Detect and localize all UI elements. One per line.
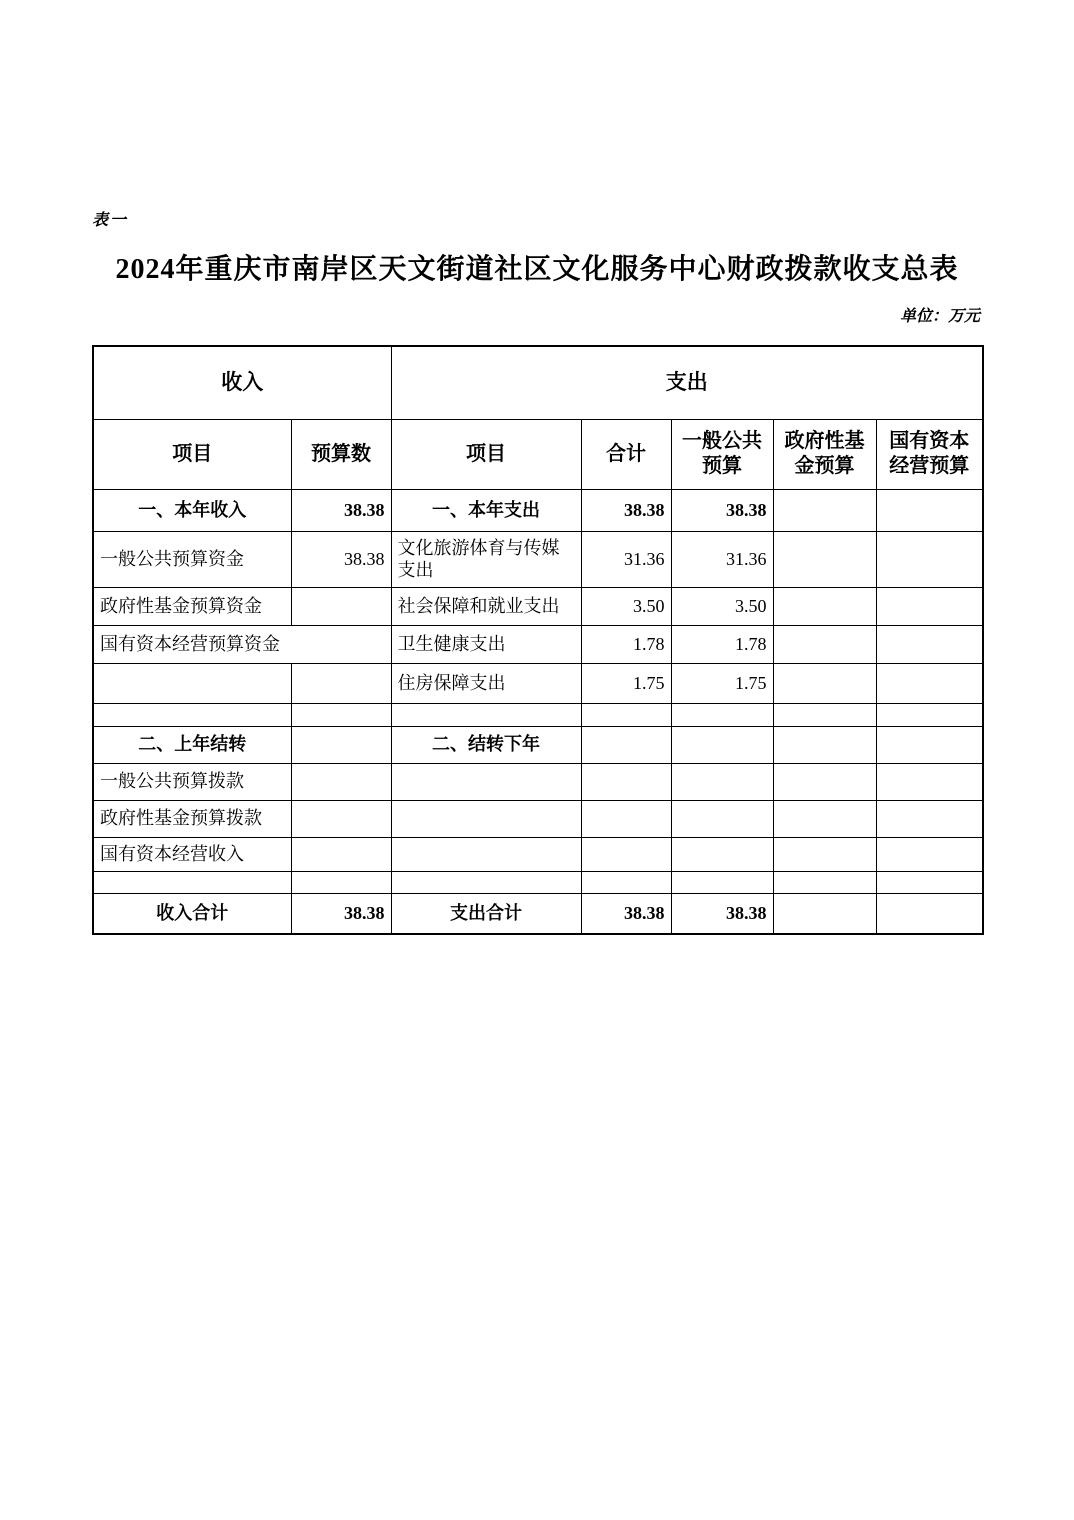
table-row xyxy=(93,531,983,587)
cell-expense-state-capital-total xyxy=(876,893,983,934)
col-header-expense-item: 项目 xyxy=(391,419,581,489)
cell-income-budget xyxy=(291,763,391,800)
table-row xyxy=(93,837,983,871)
cell-expense-general: 1.75 xyxy=(671,663,773,703)
expense-section-header: 支出 xyxy=(391,346,983,419)
cell-income-budget xyxy=(291,800,391,837)
cell-expense-item: 社会保障和就业支出 xyxy=(391,587,581,625)
cell-income-total-label: 收入合计 xyxy=(93,893,291,934)
cell-income-budget xyxy=(291,726,391,763)
unit-note: 单位：万元 xyxy=(899,308,980,325)
cell-expense-gov-fund xyxy=(773,800,876,837)
cell-income-item-merged: 国有资本经营预算资金 xyxy=(93,625,391,663)
cell-expense-total xyxy=(581,703,671,726)
cell-income-item: 一、本年收入 xyxy=(93,489,291,531)
col-header-income-budget: 预算数 xyxy=(291,419,391,489)
cell-expense-state-capital xyxy=(876,726,983,763)
table-row-spacer xyxy=(93,703,983,726)
cell-expense-gov-fund xyxy=(773,625,876,663)
col-header-expense-total: 合计 xyxy=(581,419,671,489)
cell-expense-gov-fund xyxy=(773,663,876,703)
cell-income-item: 一般公共预算拨款 xyxy=(93,763,291,800)
table-row xyxy=(93,763,983,800)
budget-table xyxy=(92,345,984,935)
cell-expense-state-capital xyxy=(876,531,983,587)
cell-expense-total: 1.78 xyxy=(581,625,671,663)
table-row xyxy=(93,587,983,625)
cell-expense-general xyxy=(671,871,773,893)
cell-income-item: 政府性基金预算拨款 xyxy=(93,800,291,837)
cell-expense-total-value: 38.38 xyxy=(581,893,671,934)
cell-expense-gov-fund xyxy=(773,587,876,625)
cell-expense-state-capital xyxy=(876,703,983,726)
page-title: 2024年重庆市南岸区天文街道社区文化服务中心财政拨款收支总表 xyxy=(115,254,959,285)
col-header-expense-general-budget: 一般公共预算 xyxy=(671,419,773,489)
col-header-expense-state-capital: 国有资本经营预算 xyxy=(876,419,983,489)
cell-expense-item xyxy=(391,837,581,871)
cell-expense-general xyxy=(671,837,773,871)
cell-expense-general xyxy=(671,800,773,837)
cell-expense-total: 1.75 xyxy=(581,663,671,703)
cell-expense-general xyxy=(671,763,773,800)
cell-income-item xyxy=(93,663,291,703)
cell-expense-total xyxy=(581,726,671,763)
cell-expense-gov-fund xyxy=(773,837,876,871)
cell-income-total-value: 38.38 xyxy=(291,893,391,934)
cell-expense-gov-fund xyxy=(773,726,876,763)
cell-expense-general xyxy=(671,726,773,763)
cell-expense-total xyxy=(581,837,671,871)
cell-expense-total: 31.36 xyxy=(581,531,671,587)
cell-income-budget xyxy=(291,663,391,703)
cell-expense-total xyxy=(581,763,671,800)
cell-income-item xyxy=(93,871,291,893)
cell-expense-total xyxy=(581,871,671,893)
cell-expense-state-capital xyxy=(876,800,983,837)
cell-expense-general xyxy=(671,703,773,726)
cell-income-budget xyxy=(291,587,391,625)
cell-expense-gov-fund-total xyxy=(773,893,876,934)
table-row-current-year xyxy=(93,489,983,531)
cell-expense-total-label: 支出合计 xyxy=(391,893,581,934)
cell-expense-gov-fund xyxy=(773,489,876,531)
income-section-header: 收入 xyxy=(93,346,391,419)
cell-expense-state-capital xyxy=(876,837,983,871)
cell-expense-gov-fund xyxy=(773,703,876,726)
cell-expense-total: 3.50 xyxy=(581,587,671,625)
cell-expense-gov-fund xyxy=(773,871,876,893)
cell-expense-item: 文化旅游体育与传媒支出 xyxy=(391,531,581,587)
cell-expense-gov-fund xyxy=(773,763,876,800)
cell-expense-state-capital xyxy=(876,763,983,800)
cell-expense-state-capital xyxy=(876,871,983,893)
cell-income-item: 二、上年结转 xyxy=(93,726,291,763)
cell-expense-item: 一、本年支出 xyxy=(391,489,581,531)
cell-expense-general: 38.38 xyxy=(671,489,773,531)
table-row-spacer xyxy=(93,871,983,893)
cell-expense-general: 1.78 xyxy=(671,625,773,663)
cell-expense-item: 二、结转下年 xyxy=(391,726,581,763)
table-row xyxy=(93,800,983,837)
cell-expense-state-capital xyxy=(876,663,983,703)
cell-expense-general: 31.36 xyxy=(671,531,773,587)
cell-income-budget xyxy=(291,703,391,726)
document-page xyxy=(92,0,982,935)
col-header-expense-gov-fund: 政府性基金预算 xyxy=(773,419,876,489)
cell-expense-total xyxy=(581,800,671,837)
cell-expense-item xyxy=(391,703,581,726)
table-row-carryover xyxy=(93,726,983,763)
cell-income-budget xyxy=(291,837,391,871)
cell-expense-total: 38.38 xyxy=(581,489,671,531)
cell-expense-state-capital xyxy=(876,489,983,531)
table-row xyxy=(93,663,983,703)
cell-income-item: 政府性基金预算资金 xyxy=(93,587,291,625)
cell-expense-item xyxy=(391,763,581,800)
cell-expense-item xyxy=(391,800,581,837)
cell-income-item: 一般公共预算资金 xyxy=(93,531,291,587)
cell-expense-state-capital xyxy=(876,587,983,625)
cell-expense-item: 住房保障支出 xyxy=(391,663,581,703)
cell-expense-item xyxy=(391,871,581,893)
table-row-totals xyxy=(93,893,983,934)
cell-income-budget: 38.38 xyxy=(291,489,391,531)
table-header-row-sections xyxy=(93,346,983,419)
table-row xyxy=(93,625,983,663)
col-header-income-item: 项目 xyxy=(93,419,291,489)
cell-expense-state-capital xyxy=(876,625,983,663)
cell-expense-general: 3.50 xyxy=(671,587,773,625)
cell-income-item xyxy=(93,703,291,726)
cell-expense-general-total-value: 38.38 xyxy=(671,893,773,934)
cell-expense-gov-fund xyxy=(773,531,876,587)
table-header-row-columns xyxy=(93,419,983,489)
cell-income-budget: 38.38 xyxy=(291,531,391,587)
cell-expense-item: 卫生健康支出 xyxy=(391,625,581,663)
table-label: 表一 xyxy=(92,212,129,229)
cell-income-item: 国有资本经营收入 xyxy=(93,837,291,871)
cell-income-budget xyxy=(291,871,391,893)
